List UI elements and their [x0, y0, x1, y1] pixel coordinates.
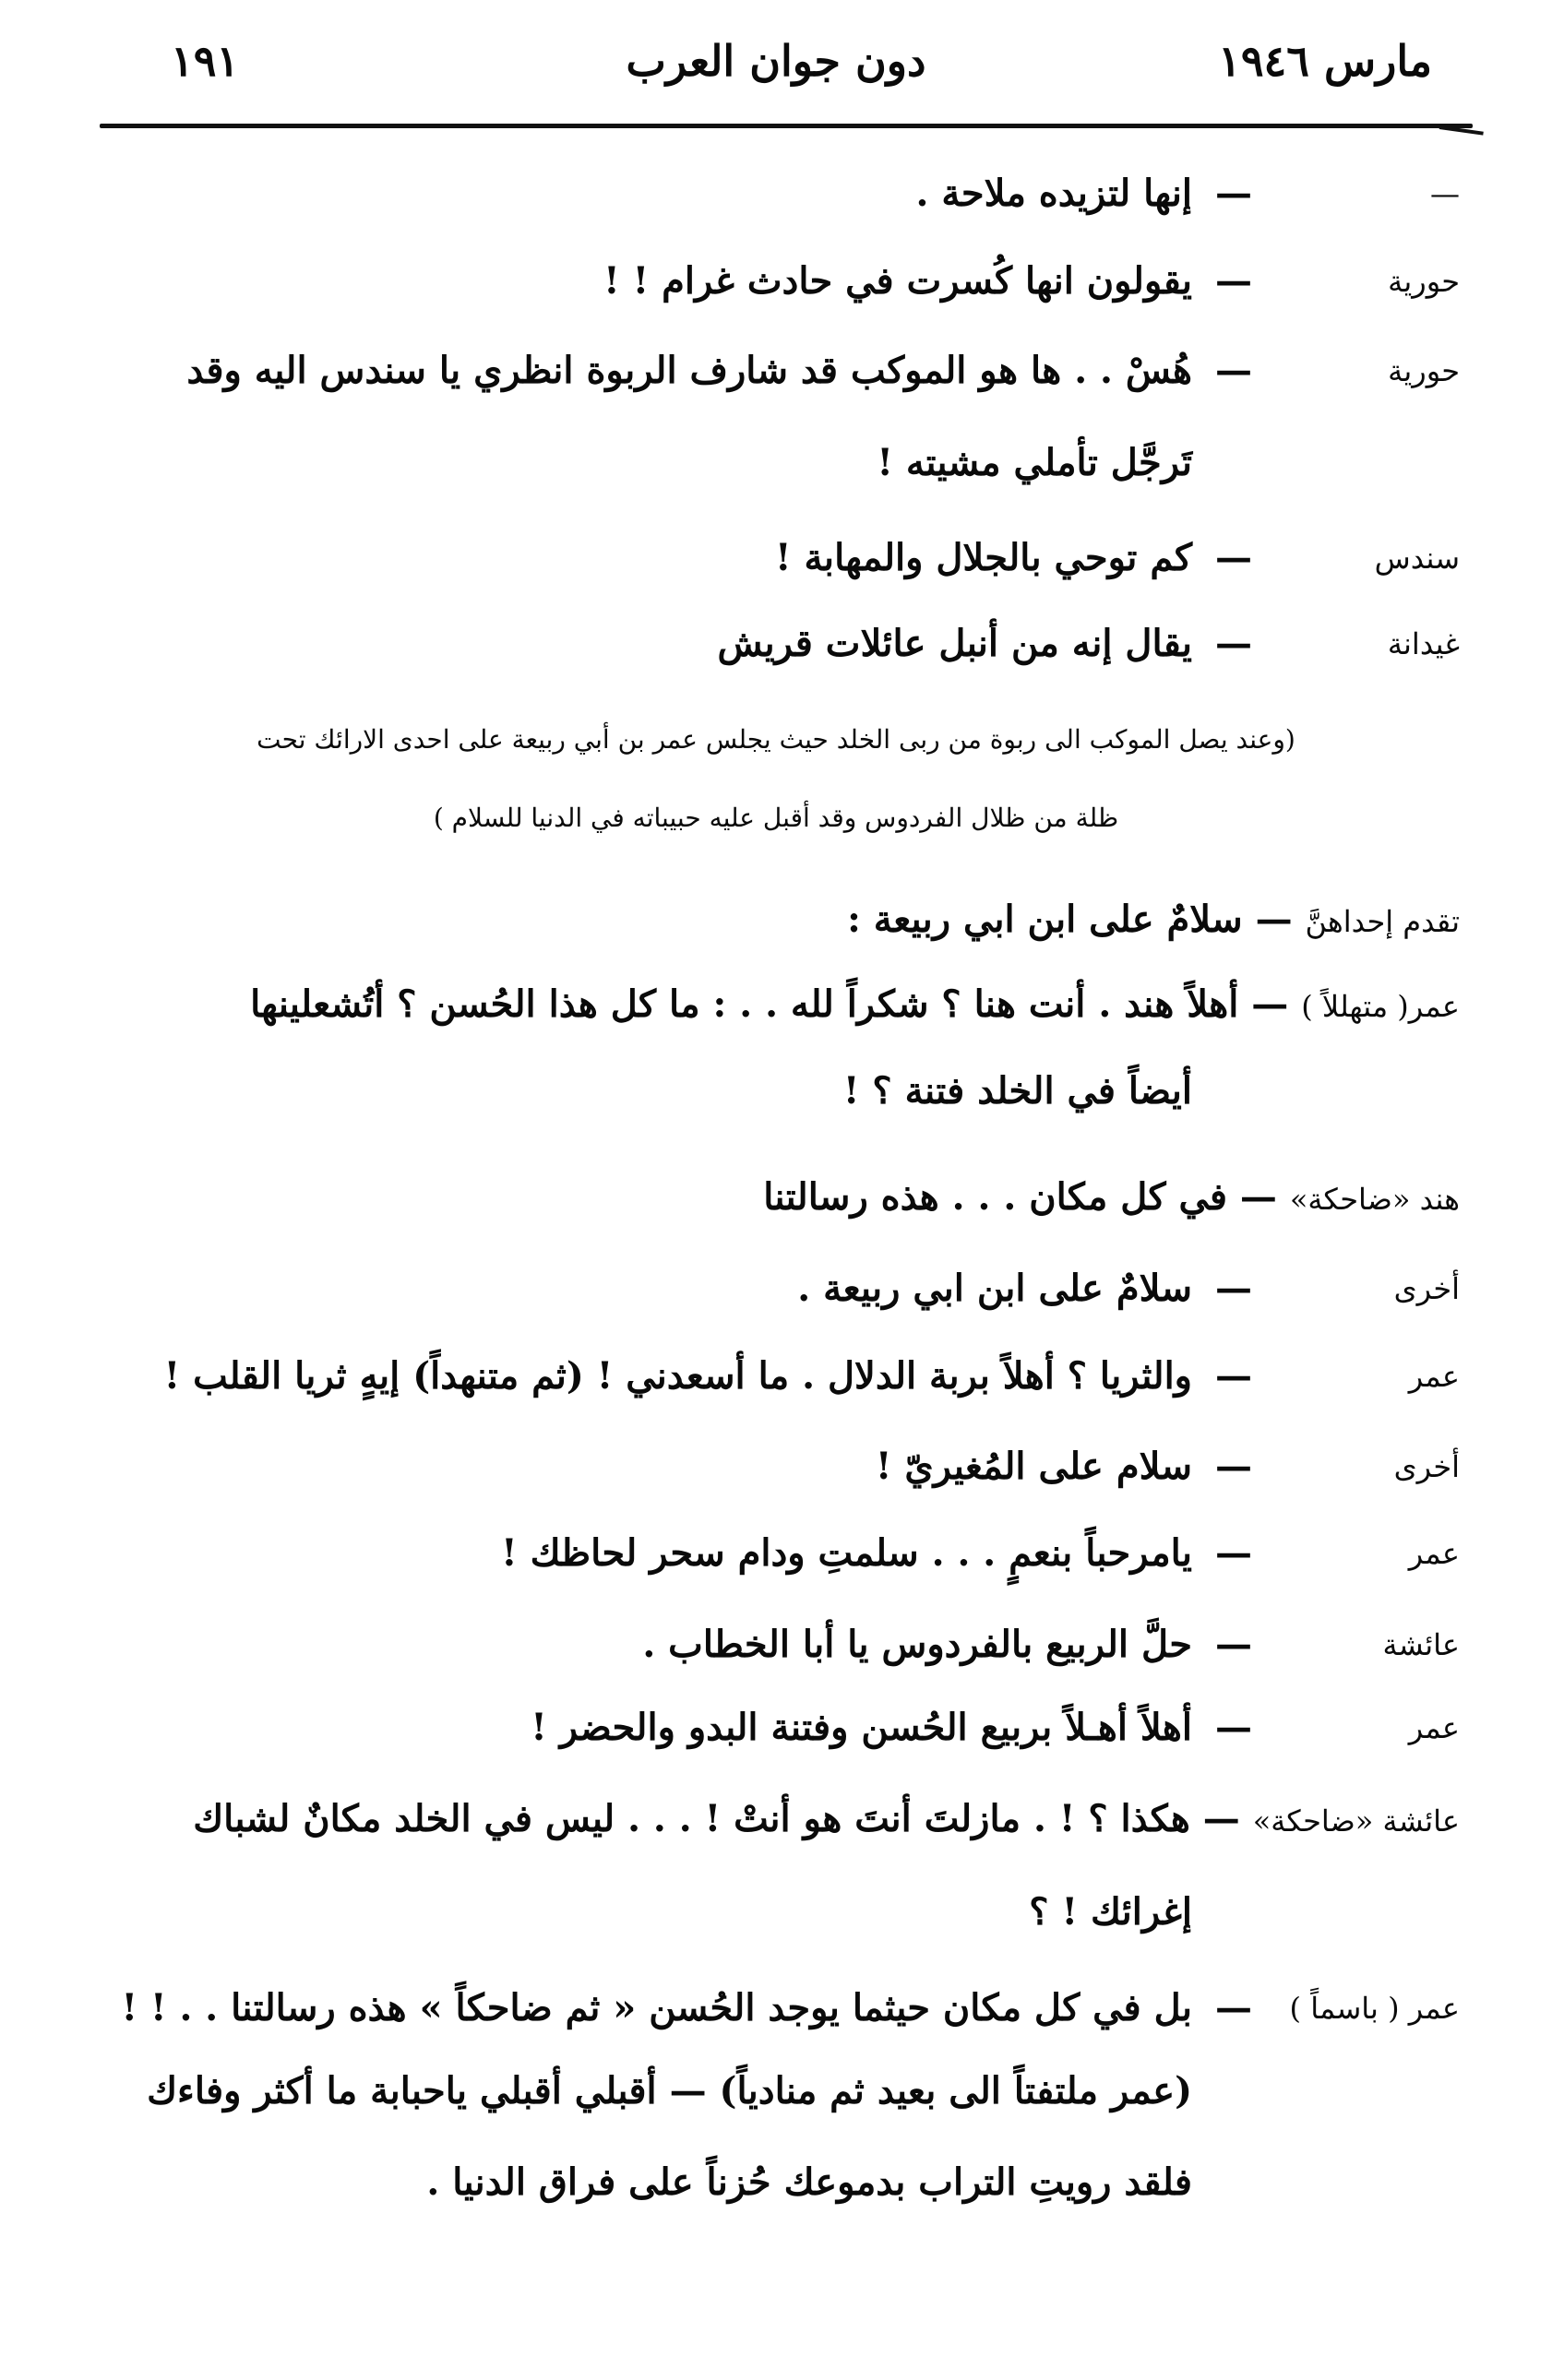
dash: —: [1215, 1354, 1252, 1398]
speech: كم توحي بالجلال والمهابة !: [775, 536, 1192, 579]
speech-text: في كل مكان . . . هذه رسالتنا: [763, 1175, 1227, 1219]
speaker: —: [1430, 176, 1460, 211]
dialogue-continuation: [0, 2054, 1552, 2128]
dash: —: [1215, 1986, 1252, 2029]
dialogue-continuation: [0, 426, 1552, 500]
speaker: أخرى: [1393, 1449, 1460, 1484]
dialogue-line: [0, 1971, 1552, 2045]
dash: —: [1215, 259, 1252, 303]
speaker: عمر: [1408, 1710, 1460, 1745]
dash: —: [1215, 349, 1252, 392]
speaker: حورية: [1388, 353, 1460, 388]
speech: إنها لتزيده ملاحة .: [915, 172, 1192, 215]
dash: —: [1251, 982, 1289, 1026]
dash: —: [1202, 1797, 1240, 1840]
dash: —: [1215, 1623, 1252, 1666]
dialogue-line: [0, 334, 1552, 408]
speech: [250, 968, 1460, 1043]
speaker: أخرى: [1393, 1271, 1460, 1306]
dash: —: [1255, 898, 1293, 941]
speaker: هند «ضاحكة»: [1289, 1182, 1460, 1217]
speaker: عائشة «ضاحكة»: [1252, 1803, 1460, 1839]
speech: [847, 883, 1460, 958]
speech-continuation: إغرائك ! ؟: [1029, 1890, 1192, 1934]
dialogue-line: [0, 1252, 1552, 1326]
speaker: غيدانة: [1387, 626, 1460, 661]
speech: يقال إنه من أنبل عائلات قريش: [717, 622, 1192, 665]
speaker: عمر: [1408, 1536, 1460, 1571]
speech-text: أهلاً هند . أنت هنا ؟ شكراً لله . . : ما كل هذا الحُسن ؟ أتُشعلينها: [250, 982, 1239, 1026]
speech-continuation: (عمر ملتفتاً الى بعيد ثم منادياً) — أقبلي أقبلي ياحبابة ما أكثر وفاءك: [147, 2069, 1192, 2112]
dialogue-continuation: [0, 2146, 1552, 2219]
dash: —: [1215, 536, 1252, 579]
dialogue-line: [0, 521, 1552, 595]
speech: والثريا ؟ أهلاً بربة الدلال . ما أسعدني ! (ثم متنهداً) إيهٍ ثريا القلب !: [163, 1354, 1192, 1398]
dash: —: [1215, 1531, 1252, 1575]
speech-continuation: تَرجَّل تأملي مشيته !: [877, 441, 1192, 484]
dialogue-line: [0, 244, 1552, 318]
header-title: دون جوان العرب: [626, 36, 926, 86]
dash: —: [1239, 1175, 1277, 1219]
speaker: عمر( متهللاً ): [1301, 989, 1460, 1024]
speech-text: سلامٌ على ابن ابي ربيعة :: [847, 898, 1243, 941]
header-rule: [100, 124, 1473, 128]
speech: حلَّ الربيع بالفردوس يا أبا الخطاب .: [642, 1623, 1192, 1666]
speech-continuation: فلقد رويتِ التراب بدموعك حُزناً على فراق الدنيا .: [426, 2160, 1192, 2204]
speech: بل في كل مكان حيثما يوجد الحُسن « ثم ضاحكاً » هذه رسالتنا . . ! !: [121, 1986, 1192, 2029]
speech: [193, 1782, 1460, 1858]
speech-continuation: أيضاً في الخلد فتنة ؟ !: [842, 1069, 1192, 1113]
speaker: تقدم إحداهنَّ: [1305, 904, 1460, 939]
stage-direction-line-2: ظلة من ظلال الفردوس وقد أقبل عليه حبيباته في الدنيا للسلام ): [433, 803, 1119, 833]
page-number: ١٩١: [171, 36, 240, 86]
speech: هُسْ . . ها هو الموكب قد شارف الربوة انظري يا سندس اليه وقد: [186, 349, 1192, 392]
dialogue-line: [0, 157, 1552, 231]
speech: [763, 1160, 1460, 1236]
dialogue-line: [0, 1160, 1552, 1234]
dialogue-line: [0, 1517, 1552, 1590]
dash: —: [1215, 1267, 1252, 1310]
speaker: سندس: [1374, 541, 1460, 576]
speaker: عمر ( باسماً ): [1289, 1991, 1460, 2026]
speech: يقولون انها كُسرت في حادث غرام ! !: [603, 259, 1192, 303]
dash: —: [1215, 1706, 1252, 1749]
dialogue-continuation: [0, 1054, 1552, 1128]
dialogue-continuation: [0, 1875, 1552, 1949]
dialogue-line: [0, 1339, 1552, 1413]
dash: —: [1215, 1445, 1252, 1488]
dash: —: [1215, 622, 1252, 665]
dialogue-line: [0, 1782, 1552, 1856]
speaker: عائشة: [1382, 1627, 1460, 1662]
dialogue-line: [0, 607, 1552, 681]
dialogue-line: [0, 1608, 1552, 1682]
header-date: مارس ١٩٤٦: [1218, 36, 1432, 86]
dialogue-line: [0, 883, 1552, 957]
speech-text: هكذا ؟ ! . مازلتَ أنتَ هو أنتْ ! . . . ليس في الخلد مكانٌ لشباك: [193, 1797, 1190, 1840]
dialogue-line: [0, 1430, 1552, 1504]
speech: سلام على المُغيريّ !: [875, 1445, 1192, 1488]
stage-direction-line-1: (وعند يصل الموكب الى ربوة من ربى الخلد حيث يجلس عمر بن أبي ربيعة على احدى الارائك تحت: [257, 724, 1295, 755]
dialogue-line: [0, 968, 1552, 1041]
speech: سلامٌ على ابن ابي ربيعة .: [797, 1267, 1192, 1310]
speech: أهلاً أهـلاً بربيع الحُسن وفتنة البدو والحضر !: [531, 1706, 1192, 1749]
speech: يامرحباً بنعمٍ . . . سلمتِ ودام سحر لحاظك !: [501, 1531, 1192, 1575]
dash: —: [1215, 172, 1252, 215]
speaker: عمر: [1408, 1359, 1460, 1394]
speaker: حورية: [1388, 264, 1460, 299]
dialogue-line: [0, 1691, 1552, 1765]
